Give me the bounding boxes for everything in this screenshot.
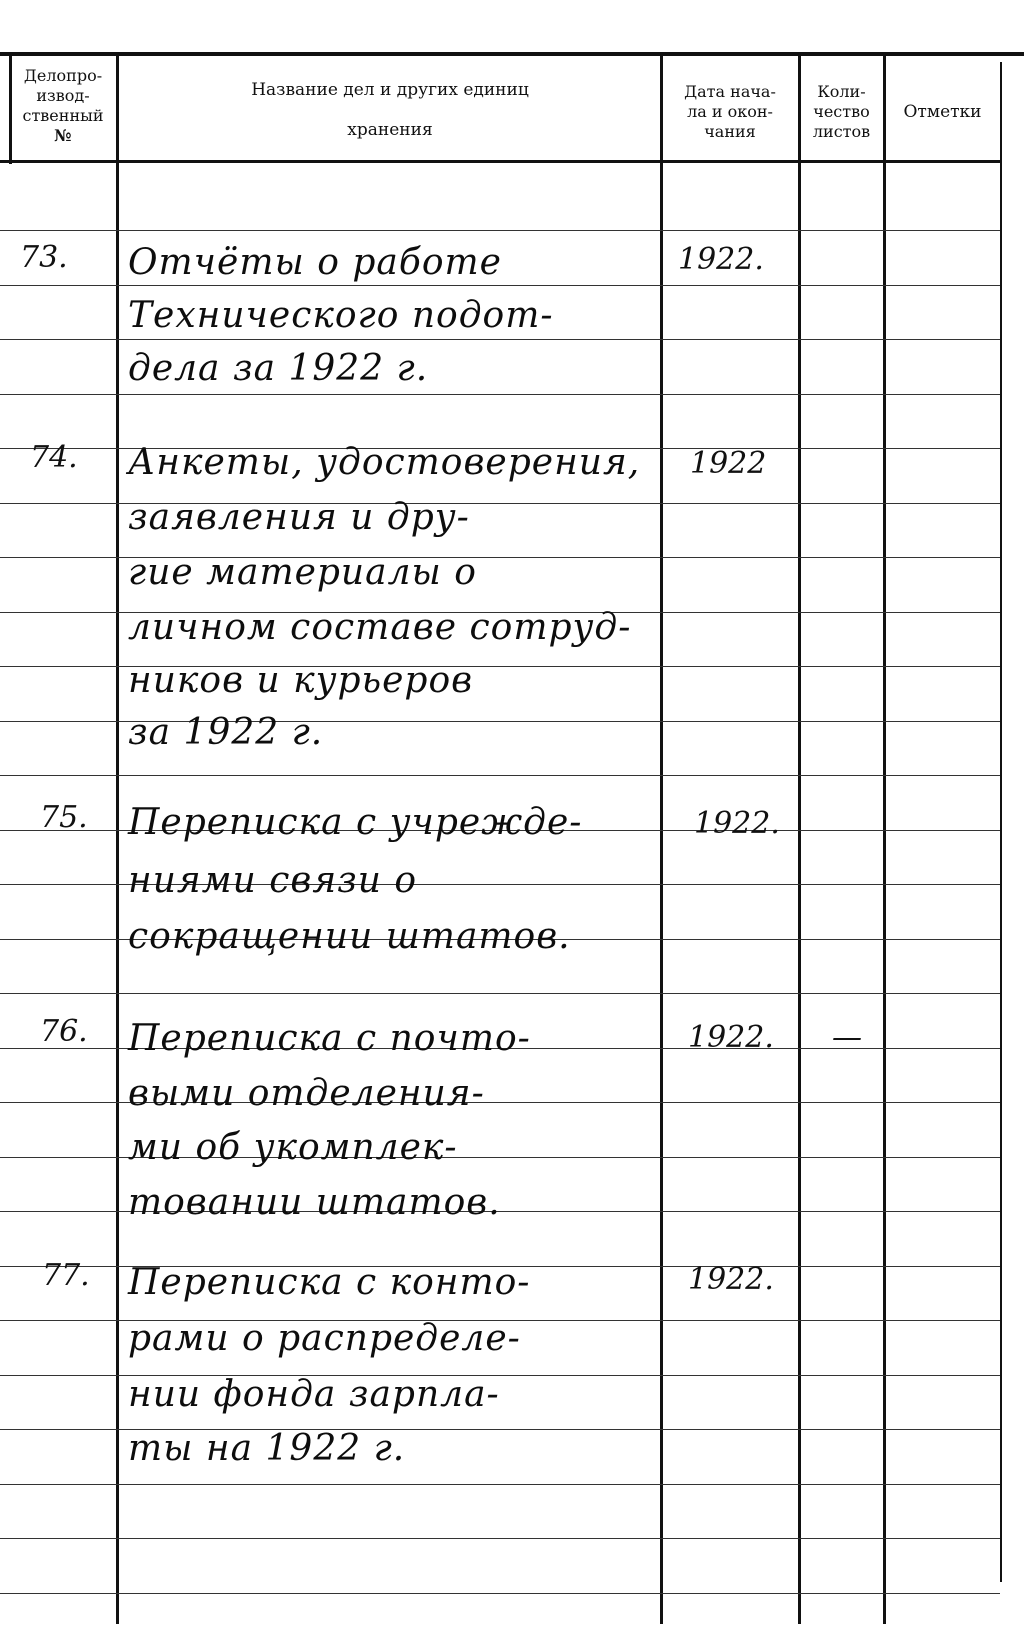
ruled-line	[0, 230, 1000, 231]
ruled-line	[0, 394, 1000, 395]
ruled-line	[0, 1484, 1000, 1485]
entry-title-line: Анкеты, удостоверения,	[128, 442, 641, 483]
entry-number: 75.	[40, 800, 88, 835]
column-divider-title	[660, 54, 663, 1624]
header-sheets-line: чество	[813, 102, 870, 121]
header-title-line: хранения	[347, 120, 433, 140]
ruled-line	[0, 775, 1000, 776]
header-sheets	[800, 82, 883, 142]
column-divider-number	[116, 54, 119, 1624]
entry-title-line: нии фонда зарпла-	[128, 1374, 500, 1415]
column-divider-dates	[798, 54, 801, 1624]
header-number-line: извод-	[36, 86, 90, 105]
header-number	[10, 66, 116, 146]
entry-title-line: заявления и дру-	[128, 497, 470, 538]
header-number-line: №	[54, 126, 72, 145]
entry-title-line: Переписка с почто-	[128, 1018, 531, 1059]
entry-number: 76.	[40, 1014, 88, 1049]
ruled-line	[0, 285, 1000, 286]
header-number-line: ственный	[22, 106, 104, 125]
entry-title-line: Технического подот-	[128, 295, 554, 336]
entry-title-line: ниями связи о	[128, 860, 418, 901]
entry-number: 73.	[20, 240, 68, 275]
ruled-line	[0, 339, 1000, 340]
entry-title-line: Отчёты о работе	[128, 242, 502, 283]
column-divider-right	[1000, 62, 1002, 1582]
entry-date: 1922.	[688, 1262, 774, 1297]
entry-number: 77.	[42, 1258, 90, 1293]
entry-title-line: рами о распределе-	[128, 1318, 521, 1359]
entry-date: 1922.	[688, 1020, 774, 1055]
entry-title-line: личном составе сотруд-	[128, 607, 632, 648]
entry-title-line: выми отделения-	[128, 1073, 485, 1114]
header-sheets-line: листов	[812, 122, 871, 141]
header-dates-line: чания	[704, 122, 756, 141]
header-bottom-border	[0, 160, 1000, 163]
entry-number: 74.	[30, 440, 78, 475]
entry-date: 1922.	[694, 806, 780, 841]
header-dates-line: Дата нача-	[684, 82, 776, 101]
header-number-line: Делопро-	[23, 66, 103, 85]
header-title-line: Название дел и других единиц	[251, 80, 529, 100]
ruled-line	[0, 993, 1000, 994]
entry-date: 1922.	[678, 242, 764, 277]
entry-title-line: товании штатов.	[128, 1182, 501, 1223]
entry-title-line: Переписка с конто-	[128, 1262, 531, 1303]
ruled-line	[0, 1593, 1000, 1594]
entry-title-line: Переписка с учрежде-	[128, 802, 583, 843]
entry-title-line: дела за 1922 г.	[128, 348, 429, 389]
header-notes: Отметки	[903, 102, 982, 122]
header-dates	[662, 82, 798, 142]
entry-sheets-mark: —	[832, 1020, 862, 1055]
header-sheets-line: Коли-	[817, 82, 866, 101]
entry-title-line: за 1922 г.	[128, 712, 324, 753]
entry-title-line: ты на 1922 г.	[128, 1428, 406, 1469]
entry-title-line: сокращении штатов.	[128, 916, 571, 957]
entry-title-line: ми об укомплек-	[128, 1127, 458, 1168]
entry-date: 1922	[690, 446, 767, 481]
ruled-line	[0, 1538, 1000, 1539]
entry-title-line: ников и курьеров	[128, 660, 474, 701]
column-divider-sheets	[883, 54, 886, 1624]
header-dates-line: ла и окон-	[687, 102, 773, 121]
table-top-border	[0, 52, 1024, 56]
entry-title-line: гие материалы о	[128, 552, 477, 593]
header-title	[120, 80, 660, 140]
